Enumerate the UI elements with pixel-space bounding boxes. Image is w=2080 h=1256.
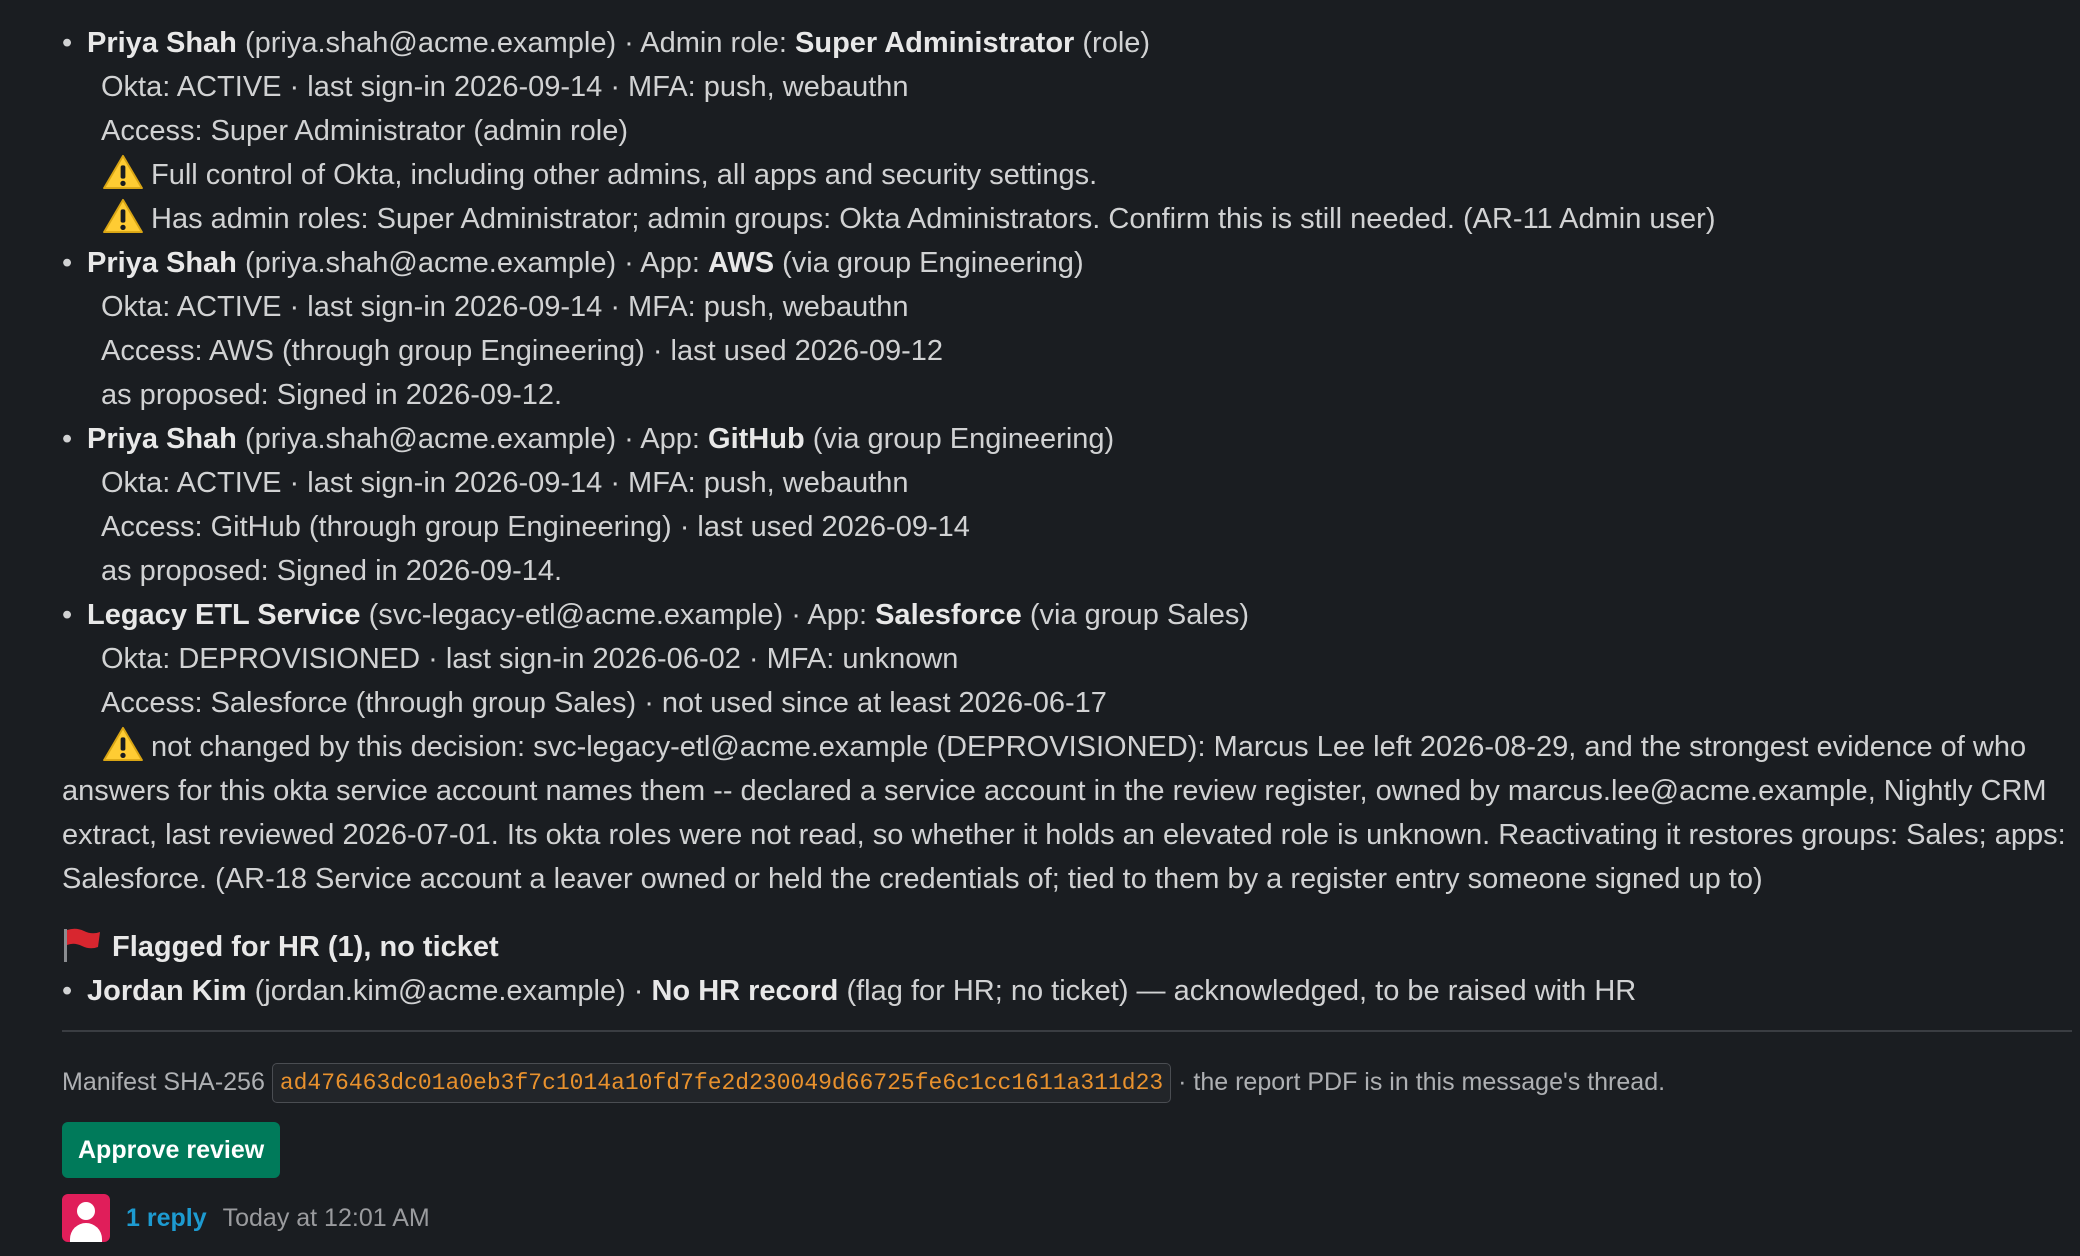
bullet: • [62,599,73,631]
warning-paragraph [62,725,2072,901]
entry-user-email: (priya.shah@acme.example) [244,27,617,59]
entry-user-email: (priya.shah@acme.example) [244,423,617,455]
review-entry [62,21,2070,241]
entry-header [62,593,2070,637]
warning-text: Full control of Okta, including other admins, all apps and security settings. [151,159,1098,191]
entry-header [62,417,2070,461]
review-entry [62,241,2070,417]
warning-icon [101,154,145,190]
warning-line [62,153,2070,197]
entry-kind-prefix: · App: [624,423,700,455]
entry-user-email: (priya.shah@acme.example) [244,247,617,279]
manifest-line [62,1060,2070,1104]
warning-icon [101,198,145,234]
hr-user-email: (jordan.kim@acme.example) · [254,975,644,1007]
approve-review-button[interactable]: Approve review [62,1122,280,1178]
thread-summary [62,1194,2070,1242]
entry-kind-prefix: · App: [624,247,700,279]
warning-text: Has admin roles: Super Administrator; admin groups: Okta Administrators. Confirm this is still needed. (AR-11 Admin user) [151,203,1716,235]
message-content [62,21,2070,1242]
entry-user-name: Priya Shah [87,423,237,455]
okta-status-line: Okta: DEPROVISIONED · last sign-in 2026-06-02 · MFA: unknown [101,643,959,675]
reply-count-link[interactable]: 1 reply [126,1203,207,1232]
entry-kind-suffix: (role) [1082,27,1151,59]
hr-detail: (flag for HR; no ticket) — acknowledged, to be raised with HR [846,975,1637,1007]
thread-timestamp: Today at 12:01 AM [222,1203,430,1232]
entry-target: GitHub [708,423,805,455]
access-line: Access: Super Administrator (admin role) [101,115,629,147]
entry-user-name: Legacy ETL Service [87,599,361,631]
warning-icon [101,726,145,762]
okta-status-line: Okta: ACTIVE · last sign-in 2026-09-14 · MFA: push, webauthn [101,467,909,499]
entry-target: Salesforce [875,599,1022,631]
entry-user-name: Priya Shah [87,27,237,59]
okta-status-line: Okta: ACTIVE · last sign-in 2026-09-14 · MFA: push, webauthn [101,291,909,323]
entry-kind-suffix: (via group Sales) [1029,599,1250,631]
access-line: Access: AWS (through group Engineering) · last used 2026-09-12 [101,335,944,367]
entry-header [62,21,2070,65]
proposal-note: as proposed: Signed in 2026-09-14. [101,555,563,587]
entry-kind-prefix: · App: [791,599,868,631]
review-entry [62,417,2070,593]
entry-kind-suffix: (via group Engineering) [782,247,1084,279]
hr-section-heading [62,925,2070,969]
bullet: • [62,27,73,59]
manifest-suffix: · the report PDF is in this message's thread. [1178,1068,1666,1096]
entry-header [62,241,2070,285]
bullet: • [62,423,73,455]
okta-status-line: Okta: ACTIVE · last sign-in 2026-09-14 · MFA: push, webauthn [101,71,909,103]
red-flag-icon [62,927,102,963]
warning-line [62,197,2070,241]
hr-entry [62,969,2070,1013]
bullet: • [62,975,73,1007]
hr-user-name: Jordan Kim [87,975,247,1007]
entry-kind-suffix: (via group Engineering) [812,423,1115,455]
hr-heading-text: Flagged for HR (1), no ticket [112,931,499,963]
warning-text: not changed by this decision: svc-legacy-etl@acme.example (DEPROVISIONED): Marcus Lee left 2026-08-29, and the strongest evidence of who answers for this okta service account names them -- declared a service account in the review register, owned by marcus.lee@acme.example, Nightly CRM extract, last reviewed 2026-07-01. Its okta roles were not read, so whether it holds an elevated role is unknown. Reactivating it restores groups: Sales; apps: Salesforce. (AR-18 Service account a leaver owned or held the credentials of; tied to them by a register entry someone signed up to) [62,731,2066,895]
entry-kind-prefix: · Admin role: [624,27,787,59]
divider [62,1030,2072,1032]
review-entry [62,593,2070,901]
hr-status: No HR record [651,975,839,1007]
access-line: Access: GitHub (through group Engineering) · last used 2026-09-14 [101,511,970,543]
proposal-note: as proposed: Signed in 2026-09-12. [101,379,563,411]
entry-target: AWS [708,247,775,279]
user-avatar-icon[interactable] [62,1194,110,1242]
entry-target: Super Administrator [795,27,1075,59]
bullet: • [62,247,73,279]
access-line: Access: Salesforce (through group Sales) · not used since at least 2026-06-17 [101,687,1107,719]
manifest-label: Manifest SHA-256 [62,1068,265,1096]
manifest-hash: ad476463dc01a0eb3f7c1014a10fd7fe2d230049d66725fe6c1cc1611a311d23 [272,1063,1171,1103]
entry-user-name: Priya Shah [87,247,237,279]
entry-user-email: (svc-legacy-etl@acme.example) [368,599,784,631]
